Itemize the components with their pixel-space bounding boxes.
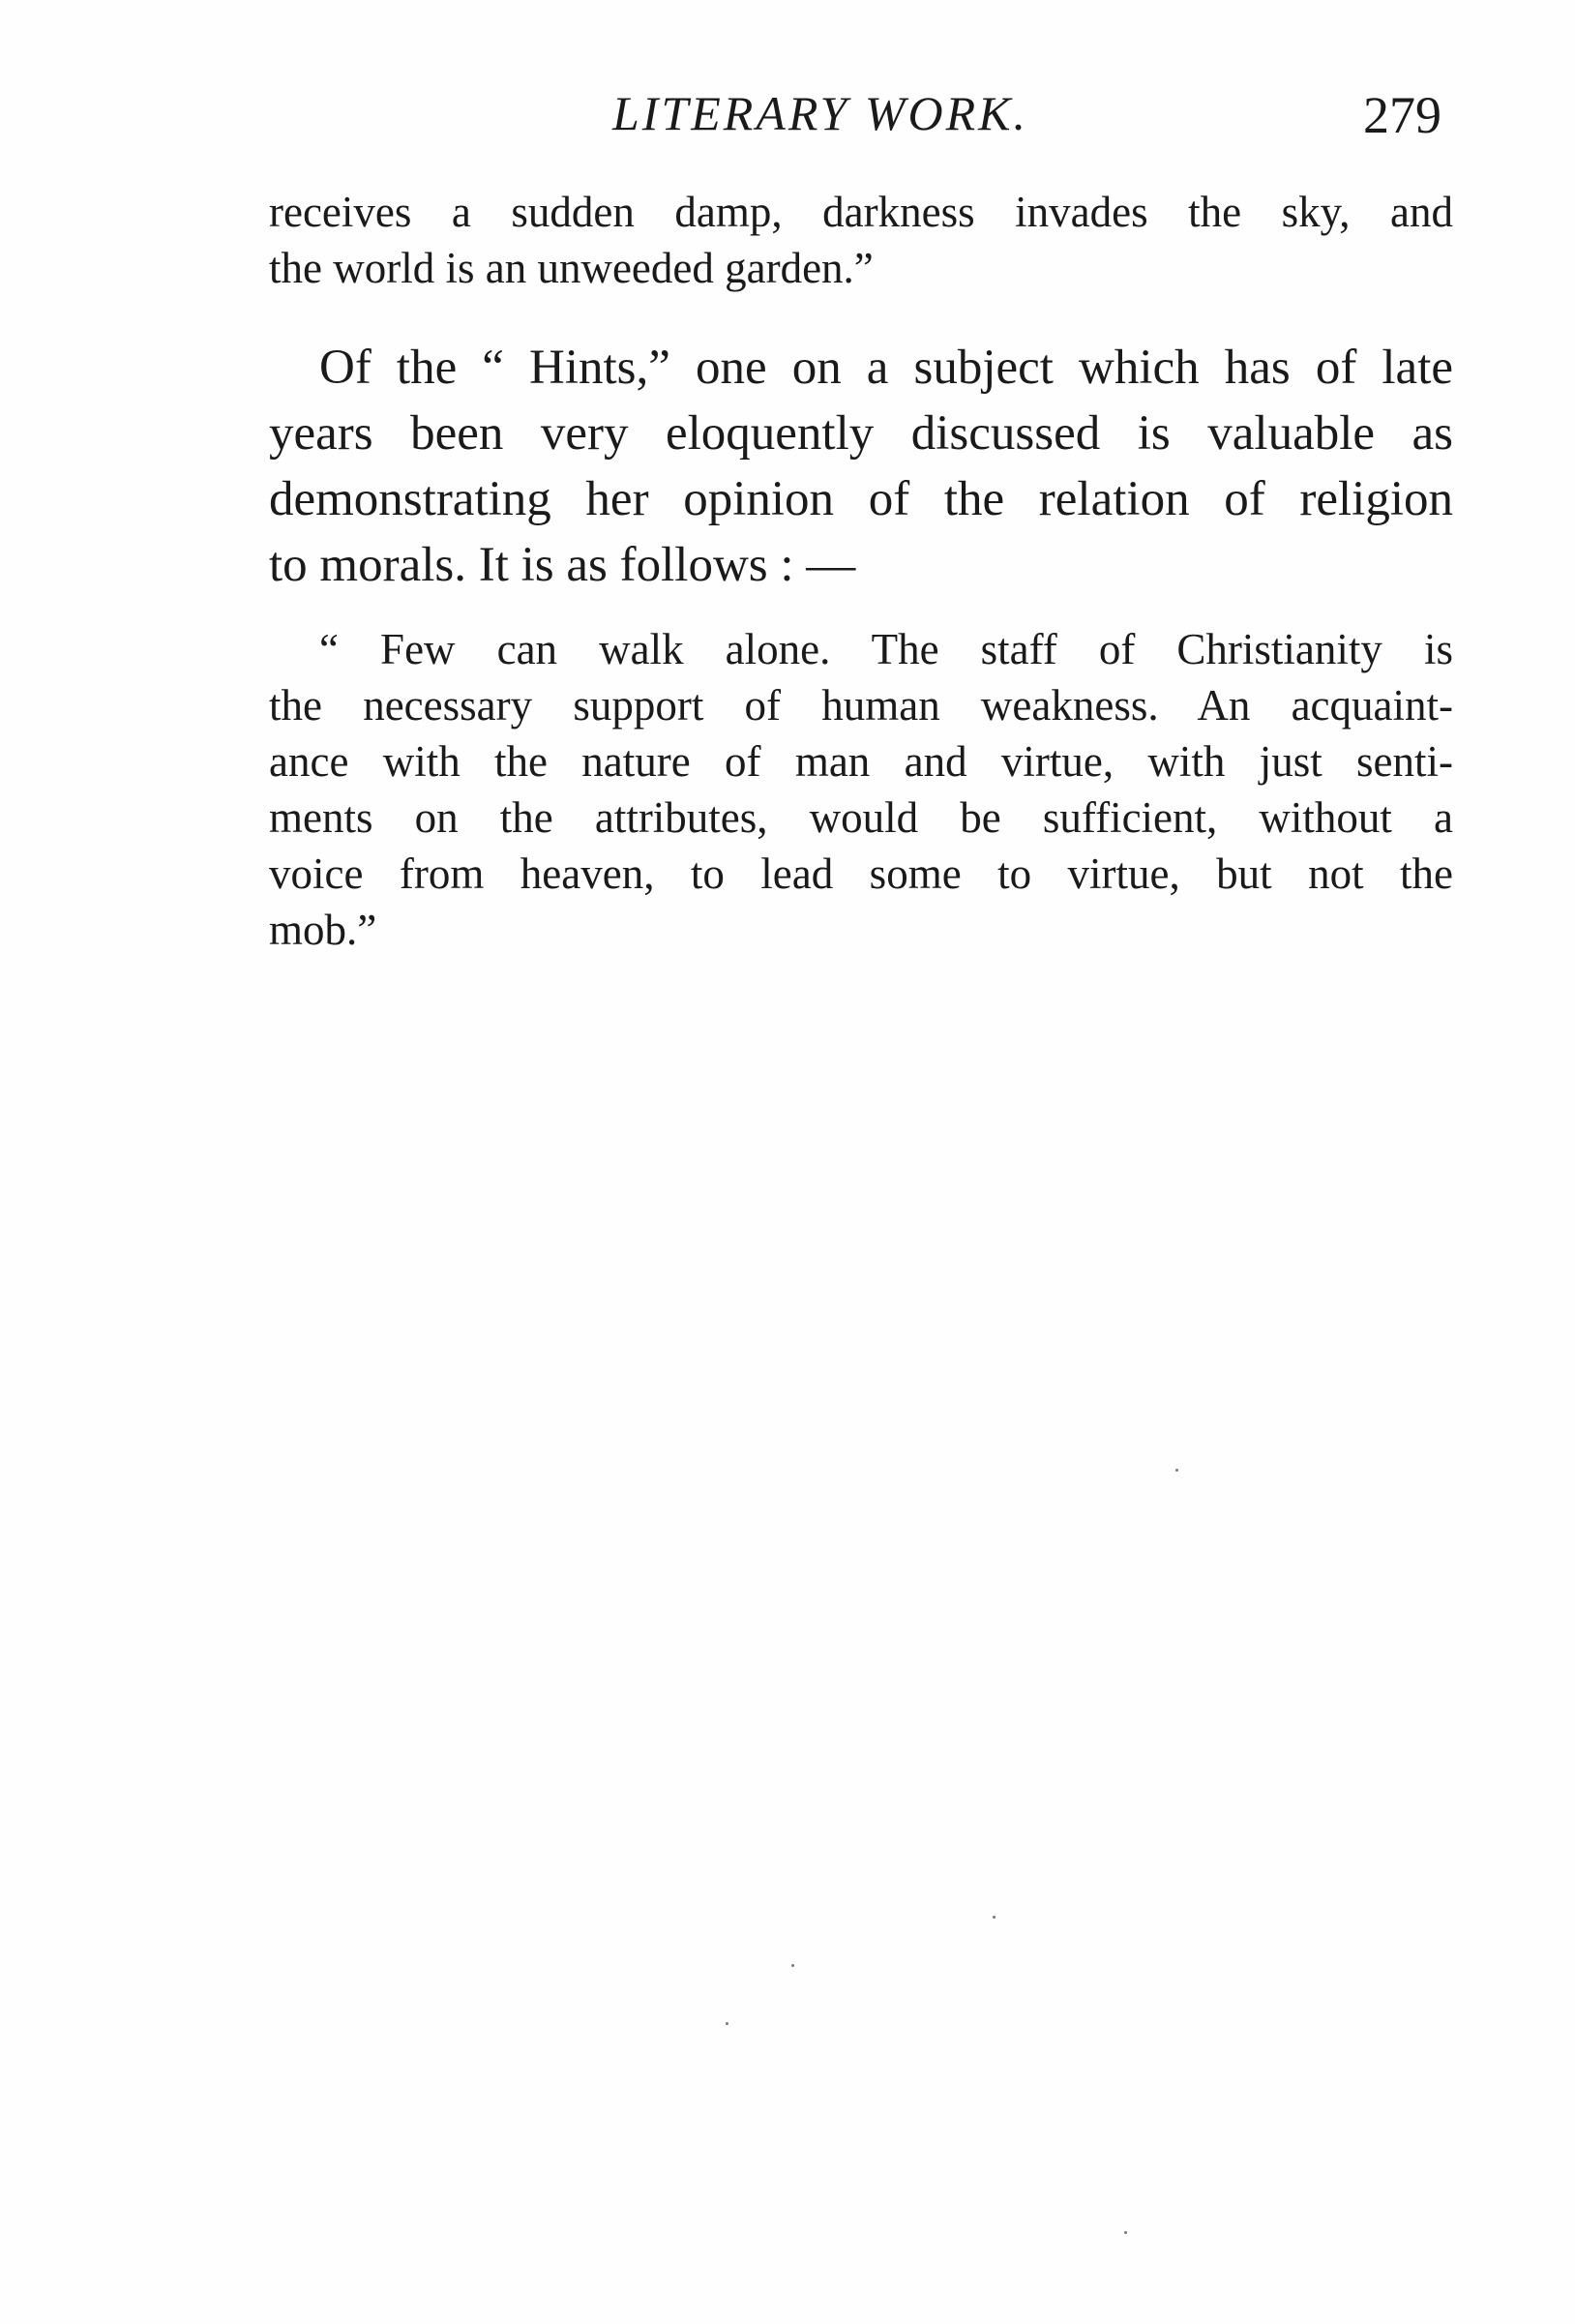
paper-speck	[1124, 2231, 1127, 2234]
text-line: Of the “ Hints,” one on a subject which has of late	[319, 341, 1453, 395]
paper-speck	[726, 2022, 728, 2025]
paragraph-quotation	[269, 621, 1453, 958]
text-line: ance with the nature of man and virtue, with just senti-	[269, 737, 1453, 786]
page-header	[269, 85, 1453, 153]
text-line: demonstrating her opinion of the relation of religion	[269, 472, 1453, 526]
text-line: the world is an unweeded garden.”	[269, 244, 874, 292]
text-line: the necessary support of human weakness. An acquaint-	[269, 681, 1453, 730]
text-line: ments on the attributes, would be sufficient, without a	[269, 793, 1453, 842]
paper-speck	[791, 1964, 794, 1967]
text-line: years been very eloquently discussed is valuable as	[269, 406, 1453, 461]
text-line: “ Few can walk alone. The staff of Christianity is	[319, 625, 1453, 673]
paragraph-hints	[269, 335, 1453, 598]
running-title: LITERARY WORK.	[612, 86, 1028, 140]
text-line: voice from heaven, to lead some to virtue, but not the	[269, 849, 1453, 898]
paper-speck	[993, 1916, 996, 1919]
text-line: to morals. It is as follows : —	[269, 538, 856, 592]
page-number: 279	[1363, 86, 1441, 144]
paper-speck	[1175, 1469, 1178, 1472]
paragraph-quote-ending	[269, 184, 1453, 296]
text-line: mob.”	[269, 906, 377, 954]
text-line: receives a sudden damp, darkness invades the sky, and	[269, 188, 1453, 236]
